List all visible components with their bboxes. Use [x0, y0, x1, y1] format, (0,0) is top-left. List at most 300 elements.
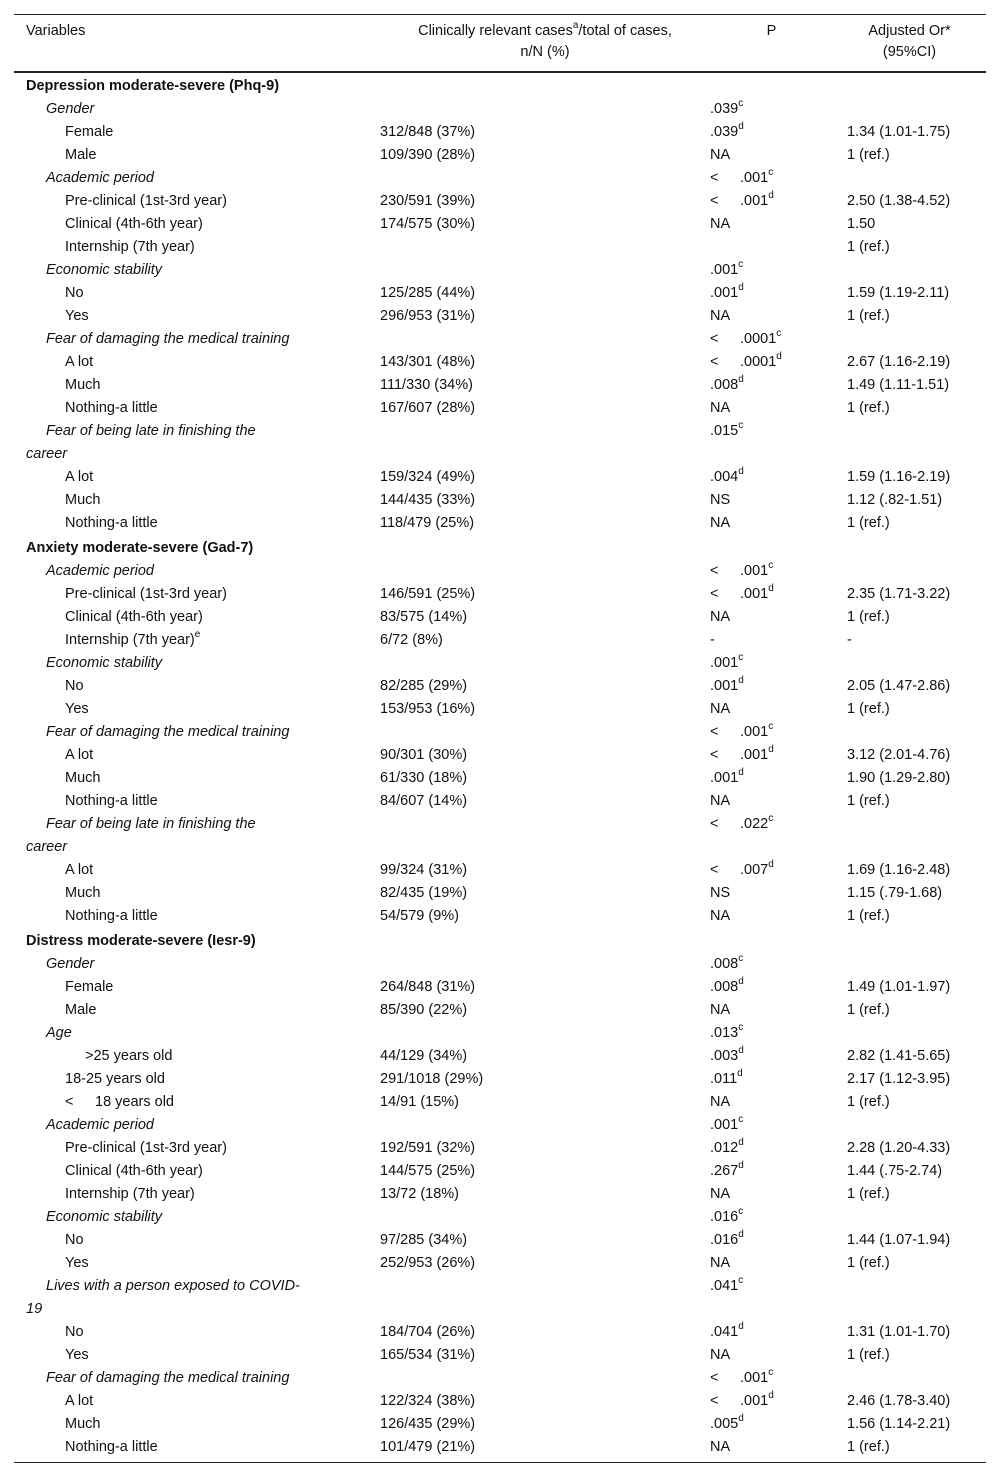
or-cell-text: 1 (ref.) — [847, 400, 890, 416]
category-row — [14, 629, 986, 652]
category-label — [14, 1436, 380, 1463]
category-label — [14, 1321, 380, 1344]
category-label — [14, 1229, 380, 1252]
section-label-text: Anxiety moderate-severe (Gad-7) — [26, 540, 254, 556]
p-value-cell — [710, 1114, 833, 1137]
cases-cell-text: 14/91 (15%) — [380, 1094, 459, 1110]
category-label — [14, 698, 380, 721]
p-footnote-mark: c — [738, 1275, 744, 1287]
or-cell — [833, 790, 986, 813]
less-than-sign: < — [710, 862, 719, 878]
p-footnote-mark: c — [768, 167, 774, 179]
p-value-cell — [710, 859, 833, 882]
cases-cell — [380, 583, 710, 606]
or-cell-text: 1 (ref.) — [847, 1002, 890, 1018]
or-cell-text: 2.28 (1.20-4.33) — [847, 1140, 951, 1156]
p-value-cell — [710, 305, 833, 328]
variable-label-text: Economic stability — [46, 655, 163, 671]
p-value-cell — [710, 1344, 833, 1367]
table-header-row — [14, 15, 986, 73]
category-label — [14, 351, 380, 374]
cases-cell — [380, 512, 710, 535]
cases-cell-text: 85/390 (22%) — [380, 1002, 468, 1018]
category-label-text: A lot — [65, 862, 94, 878]
cases-cell-text: 122/324 (38%) — [380, 1393, 476, 1409]
or-cell — [833, 466, 986, 489]
or-cell — [833, 698, 986, 721]
category-row — [14, 882, 986, 905]
or-cell-text: 3.12 (2.01-4.76) — [847, 747, 951, 763]
category-label-text: Internship (7th year) — [65, 1186, 195, 1202]
variable-label — [14, 167, 710, 190]
category-label-text: Much — [65, 1416, 101, 1432]
header-p: P — [710, 15, 833, 73]
p-value-cell — [710, 1022, 833, 1045]
p-value-cell — [710, 512, 833, 535]
p-value: .012 — [710, 1140, 739, 1156]
p-footnote-mark: c — [768, 560, 774, 572]
category-row — [14, 744, 986, 767]
p-value: NA — [710, 793, 731, 809]
category-label-text: Clinical (4th-6th year) — [65, 609, 203, 625]
variable-label — [14, 1114, 710, 1137]
or-cell — [833, 606, 986, 629]
cases-cell — [380, 767, 710, 790]
category-row — [14, 790, 986, 813]
category-label-text: Internship (7th year) — [65, 632, 195, 648]
variable-label-text: Economic stability — [46, 1209, 163, 1225]
variable-label-text: Fear of damaging the medical training — [46, 1370, 290, 1386]
cases-cell — [380, 976, 710, 999]
category-label-text: No — [65, 1324, 84, 1340]
or-cell — [833, 1206, 986, 1229]
or-cell-text: 1 (ref.) — [847, 609, 890, 625]
category-label — [14, 213, 380, 236]
category-row — [14, 1045, 986, 1068]
p-footnote-mark: d — [738, 1321, 744, 1333]
p-value-cell — [710, 629, 833, 652]
category-label-text: Male — [65, 1002, 97, 1018]
category-label-text: A lot — [65, 354, 94, 370]
category-label — [14, 583, 380, 606]
p-footnote-mark: d — [768, 859, 774, 871]
or-cell-text: 2.35 (1.71-3.22) — [847, 586, 951, 602]
cases-cell-text: 90/301 (30%) — [380, 747, 468, 763]
variable-row — [14, 1367, 986, 1390]
variable-label-line2: career — [26, 446, 68, 462]
p-value: .004 — [710, 469, 739, 485]
p-value-cell — [710, 213, 833, 236]
or-cell — [833, 374, 986, 397]
or-cell-text: 1.15 (.79-1.68) — [847, 885, 943, 901]
category-label — [14, 1413, 380, 1436]
or-cell-text: 1 (ref.) — [847, 239, 890, 255]
category-label — [14, 744, 380, 767]
or-cell-text: 1 (ref.) — [847, 1439, 890, 1455]
cases-cell-text: 312/848 (37%) — [380, 124, 476, 140]
category-label-text: 18 years old — [95, 1094, 174, 1110]
p-value: NA — [710, 701, 731, 717]
or-cell — [833, 351, 986, 374]
or-cell-text: 2.50 (1.38-4.52) — [847, 193, 951, 209]
p-footnote-mark: d — [738, 1137, 744, 1149]
variable-label — [14, 560, 710, 583]
cases-cell — [380, 1183, 710, 1206]
category-label-text: Pre-clinical (1st-3rd year) — [65, 586, 227, 602]
variable-label-text: Gender — [46, 956, 95, 972]
cases-cell-text: 54/579 (9%) — [380, 908, 459, 924]
category-row — [14, 397, 986, 420]
or-cell-text: 1 (ref.) — [847, 515, 890, 531]
or-cell — [833, 397, 986, 420]
category-label — [14, 282, 380, 305]
less-than-sign: < — [710, 1370, 719, 1386]
p-value: .008 — [710, 979, 739, 995]
category-label-text: A lot — [65, 469, 94, 485]
variable-label-text: Gender — [46, 101, 95, 117]
p-value: NA — [710, 1439, 731, 1455]
cases-cell-text: 174/575 (30%) — [380, 216, 476, 232]
variable-label-line2: career — [26, 839, 68, 855]
or-cell — [833, 1068, 986, 1091]
cases-cell — [380, 859, 710, 882]
category-label — [14, 859, 380, 882]
category-row — [14, 905, 986, 928]
cases-cell — [380, 1137, 710, 1160]
p-footnote-mark: d — [738, 976, 744, 988]
p-value: NS — [710, 885, 731, 901]
category-label — [14, 1091, 380, 1114]
category-label — [14, 790, 380, 813]
p-footnote-mark: d — [738, 1229, 744, 1241]
or-cell — [833, 1321, 986, 1344]
variable-row — [14, 560, 986, 583]
category-row — [14, 767, 986, 790]
or-cell — [833, 167, 986, 190]
category-label-text: Much — [65, 377, 101, 393]
p-footnote-mark: c — [738, 98, 744, 110]
category-label-text: Clinical (4th-6th year) — [65, 216, 203, 232]
cases-cell — [380, 466, 710, 489]
or-cell-text: 1 (ref.) — [847, 308, 890, 324]
or-cell — [833, 1183, 986, 1206]
section-row — [14, 72, 986, 98]
cases-cell-text: 192/591 (32%) — [380, 1140, 476, 1156]
category-row — [14, 976, 986, 999]
or-cell — [833, 976, 986, 999]
p-value: .0001 — [740, 354, 777, 370]
variable-row — [14, 1206, 986, 1229]
p-value-cell — [710, 236, 833, 259]
p-value-cell — [710, 721, 833, 744]
category-row — [14, 583, 986, 606]
section-label-text: Distress moderate-severe (Iesr-9) — [26, 933, 256, 949]
p-value: .001 — [740, 193, 769, 209]
less-than-sign: < — [710, 193, 719, 209]
p-value-cell — [710, 351, 833, 374]
variable-label — [14, 1275, 710, 1321]
category-row — [14, 1390, 986, 1413]
p-value-cell — [710, 98, 833, 121]
or-cell-text: 1 (ref.) — [847, 1186, 890, 1202]
or-cell-text: 1 (ref.) — [847, 701, 890, 717]
variable-label — [14, 1367, 710, 1390]
p-value: .008 — [710, 377, 739, 393]
p-value-cell — [710, 882, 833, 905]
category-row — [14, 374, 986, 397]
p-footnote-mark: c — [768, 813, 774, 825]
variable-label-line1: Fear of being late in finishing the — [46, 423, 256, 439]
p-value: .001 — [710, 1117, 739, 1133]
category-label — [14, 606, 380, 629]
p-value-cell — [710, 466, 833, 489]
p-value: .041 — [710, 1278, 739, 1294]
cases-cell-text: 159/324 (49%) — [380, 469, 476, 485]
p-value-cell — [710, 999, 833, 1022]
cases-cell — [380, 1091, 710, 1114]
or-cell-text: 2.67 (1.16-2.19) — [847, 354, 951, 370]
variable-label — [14, 953, 710, 976]
cases-cell — [380, 397, 710, 420]
p-value: .001 — [740, 724, 769, 740]
cases-cell-text: 6/72 (8%) — [380, 632, 443, 648]
category-label-text: No — [65, 285, 84, 301]
p-value: .003 — [710, 1048, 739, 1064]
cases-cell — [380, 744, 710, 767]
cases-cell-text: 184/704 (26%) — [380, 1324, 476, 1340]
category-label — [14, 512, 380, 535]
cases-cell-text: 126/435 (29%) — [380, 1416, 476, 1432]
p-footnote-mark: d — [768, 190, 774, 202]
cases-cell — [380, 213, 710, 236]
or-cell-text: 1.69 (1.16-2.48) — [847, 862, 951, 878]
or-cell — [833, 1436, 986, 1463]
p-value-cell — [710, 698, 833, 721]
cases-cell-text: 144/575 (25%) — [380, 1163, 476, 1179]
cases-cell — [380, 1045, 710, 1068]
category-label-text: A lot — [65, 747, 94, 763]
category-label-text: 18-25 years old — [65, 1071, 165, 1087]
p-value: .022 — [740, 816, 769, 832]
category-label-text: Female — [65, 979, 114, 995]
less-than-sign: < — [710, 354, 719, 370]
p-footnote-mark: d — [738, 1160, 744, 1172]
cases-cell-text: 146/591 (25%) — [380, 586, 476, 602]
cases-cell-text: 252/953 (26%) — [380, 1255, 476, 1271]
variable-label-text: Fear of damaging the medical training — [46, 724, 290, 740]
p-footnote-mark: d — [738, 1413, 744, 1425]
cases-cell — [380, 999, 710, 1022]
p-value: NA — [710, 908, 731, 924]
cases-cell-text: 83/575 (14%) — [380, 609, 468, 625]
or-cell — [833, 98, 986, 121]
section-row — [14, 535, 986, 560]
category-label-text: Yes — [65, 1347, 89, 1363]
category-label — [14, 1252, 380, 1275]
cases-cell — [380, 905, 710, 928]
or-cell-text: 1 (ref.) — [847, 147, 890, 163]
or-cell — [833, 1344, 986, 1367]
p-value-cell — [710, 1436, 833, 1463]
cases-cell-text: 125/285 (44%) — [380, 285, 476, 301]
category-label — [14, 1344, 380, 1367]
p-value-cell — [710, 144, 833, 167]
category-row — [14, 1252, 986, 1275]
cases-cell — [380, 190, 710, 213]
or-cell-text: 2.82 (1.41-5.65) — [847, 1048, 951, 1064]
p-footnote-mark: d — [776, 351, 782, 363]
category-label-text: >25 years old — [85, 1048, 173, 1064]
category-label — [14, 999, 380, 1022]
cases-cell-text: 97/285 (34%) — [380, 1232, 468, 1248]
or-cell — [833, 813, 986, 859]
p-value: .015 — [710, 423, 739, 439]
variable-row — [14, 259, 986, 282]
p-value: - — [710, 632, 715, 648]
variable-label — [14, 813, 710, 859]
or-cell — [833, 583, 986, 606]
less-than-sign: < — [710, 586, 719, 602]
p-value-cell — [710, 121, 833, 144]
category-row — [14, 859, 986, 882]
p-value-cell — [710, 1137, 833, 1160]
category-label-text: Pre-clinical (1st-3rd year) — [65, 193, 227, 209]
p-value: .001 — [710, 285, 739, 301]
p-value: NA — [710, 216, 731, 232]
category-label — [14, 905, 380, 928]
or-cell — [833, 305, 986, 328]
p-value-cell — [710, 1068, 833, 1091]
category-row — [14, 1413, 986, 1436]
variable-label-text: Age — [46, 1025, 72, 1041]
or-cell — [833, 213, 986, 236]
p-footnote-mark: c — [738, 953, 744, 965]
cases-cell — [380, 144, 710, 167]
p-value-cell — [710, 1252, 833, 1275]
category-label-text: Nothing-a little — [65, 793, 158, 809]
cases-cell-text: 296/953 (31%) — [380, 308, 476, 324]
category-label-text: Male — [65, 147, 97, 163]
variable-label — [14, 652, 710, 675]
or-cell — [833, 1413, 986, 1436]
category-label — [14, 1160, 380, 1183]
category-row — [14, 1183, 986, 1206]
p-value-cell — [710, 1390, 833, 1413]
p-value-cell — [710, 905, 833, 928]
cases-cell — [380, 629, 710, 652]
p-footnote-mark: d — [738, 466, 744, 478]
p-value-cell — [710, 374, 833, 397]
cases-cell — [380, 236, 710, 259]
or-cell — [833, 767, 986, 790]
category-label-text: Much — [65, 770, 101, 786]
section-label — [14, 928, 986, 953]
or-cell — [833, 560, 986, 583]
header-adjusted-or: Adjusted Or* (95%CI) — [833, 15, 986, 73]
category-row — [14, 1229, 986, 1252]
or-cell — [833, 905, 986, 928]
category-label — [14, 882, 380, 905]
cases-cell — [380, 698, 710, 721]
p-value-cell — [710, 190, 833, 213]
variable-label — [14, 98, 710, 121]
less-than-sign: < — [710, 724, 719, 740]
category-row — [14, 1160, 986, 1183]
or-cell-text: 1.34 (1.01-1.75) — [847, 124, 951, 140]
section-label — [14, 535, 986, 560]
category-row — [14, 698, 986, 721]
p-value: .007 — [740, 862, 769, 878]
cases-cell-text: 109/390 (28%) — [380, 147, 476, 163]
p-footnote-mark: c — [738, 420, 744, 432]
or-cell-text: 1.90 (1.29-2.80) — [847, 770, 951, 786]
p-value-cell — [710, 744, 833, 767]
or-cell — [833, 1252, 986, 1275]
p-value: .001 — [710, 770, 739, 786]
category-label-text: Much — [65, 885, 101, 901]
category-row — [14, 1091, 986, 1114]
or-cell-text: 1.50 — [847, 216, 876, 232]
p-footnote-mark: c — [738, 259, 744, 271]
p-value-cell — [710, 1183, 833, 1206]
variable-label-text: Academic period — [46, 563, 154, 579]
p-value-cell — [710, 167, 833, 190]
or-cell — [833, 1229, 986, 1252]
variable-label — [14, 328, 710, 351]
or-cell — [833, 721, 986, 744]
cases-cell — [380, 351, 710, 374]
p-value: NA — [710, 1002, 731, 1018]
category-label — [14, 466, 380, 489]
or-cell — [833, 236, 986, 259]
p-value: .001 — [710, 262, 739, 278]
category-label-text: Yes — [65, 701, 89, 717]
category-row — [14, 675, 986, 698]
p-value-cell — [710, 259, 833, 282]
cases-cell-text: 84/607 (14%) — [380, 793, 468, 809]
p-footnote-mark: c — [738, 652, 744, 664]
variable-row — [14, 1022, 986, 1045]
p-value: .016 — [710, 1232, 739, 1248]
or-cell — [833, 744, 986, 767]
p-footnote-mark: d — [738, 767, 744, 779]
or-cell-text: 1.12 (.82-1.51) — [847, 492, 943, 508]
cases-cell-text: 61/330 (18%) — [380, 770, 468, 786]
cases-cell — [380, 282, 710, 305]
category-label — [14, 767, 380, 790]
category-row — [14, 1436, 986, 1463]
cases-cell-text: 44/129 (34%) — [380, 1048, 468, 1064]
less-than-sign: < — [710, 170, 719, 186]
p-footnote-mark: d — [738, 374, 744, 386]
variable-label-text: Academic period — [46, 1117, 154, 1133]
cases-cell — [380, 1413, 710, 1436]
or-cell-text: 1 (ref.) — [847, 1347, 890, 1363]
or-cell-text: 1.56 (1.14-2.21) — [847, 1416, 951, 1432]
or-cell — [833, 675, 986, 698]
category-row — [14, 351, 986, 374]
or-cell-text: 1.44 (.75-2.74) — [847, 1163, 943, 1179]
or-cell-text: 1.31 (1.01-1.70) — [847, 1324, 951, 1340]
p-value-cell — [710, 1275, 833, 1321]
category-label-text: Clinical (4th-6th year) — [65, 1163, 203, 1179]
category-row — [14, 144, 986, 167]
category-label-text: Much — [65, 492, 101, 508]
variable-label — [14, 259, 710, 282]
variable-label-text: Academic period — [46, 170, 154, 186]
p-value: .039 — [710, 101, 739, 117]
p-value: .011 — [710, 1071, 738, 1087]
